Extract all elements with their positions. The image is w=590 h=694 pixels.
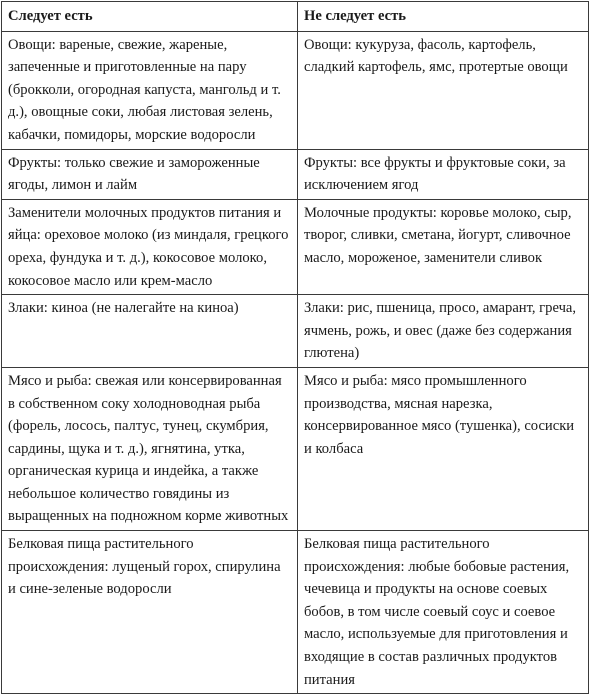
cell-forbidden-fruits: Фрукты: все фрукты и фруктовые соки, за исключением ягод: [298, 149, 589, 199]
cell-forbidden-dairy: Молочные продукты: коровье молоко, сыр, творог, сливки, сметана, йогурт, сливочное масло, мороженое, заменители сливок: [298, 199, 589, 294]
cell-forbidden-grains: Злаки: рис, пшеница, просо, амарант, греча, ячмень, рожь, и овес (даже без содержания глютена): [298, 295, 589, 368]
cell-allowed-dairy-substitutes: Заменители молочных продуктов питания и яйца: ореховое молоко (из миндаля, грецкого ореха, фундука и т. д.), кокосовое молоко, кокосовое масло или крем-масло: [2, 199, 298, 294]
table-row: [2, 531, 589, 694]
cell-allowed-grains: Злаки: киноа (не налегайте на киноа): [2, 295, 298, 368]
cell-forbidden-plant-protein: Белковая пища растительного происхождения: любые бобовые растения, чечевица и продукты на основе соевых бобов, в том числе соевый соус и соевое масло, используемые для приготовления и входящие в состав различных продуктов питания: [298, 531, 589, 694]
table-row: [2, 31, 589, 149]
cell-allowed-fruits: Фрукты: только свежие и замороженные ягоды, лимон и лайм: [2, 149, 298, 199]
table-row: [2, 149, 589, 199]
table-row: [2, 199, 589, 294]
cell-allowed-meat-fish: Мясо и рыба: свежая или консервированная в собственном соку холодноводная рыба (форель, лосось, палтус, тунец, скумбрия, сардины, щука и т. д.), ягнятина, утка, органическая курица и индейка, а также небольшое количество говядины из выращенных на подножном корме животных: [2, 367, 298, 530]
diet-table: [1, 1, 589, 694]
cell-allowed-vegetables: Овощи: вареные, свежие, жареные, запеченные и приготовленные на пару (брокколи, огородная капуста, мангольд и т. д.), овощные соки, любая листовая зелень, кабачки, помидоры, морские водоросли: [2, 31, 298, 149]
table-row: [2, 295, 589, 368]
header-allowed: Следует есть: [2, 2, 298, 32]
table-header-row: [2, 2, 589, 32]
cell-forbidden-vegetables: Овощи: кукуруза, фасоль, картофель, сладкий картофель, ямс, протертые овощи: [298, 31, 589, 149]
table-row: [2, 367, 589, 530]
cell-forbidden-meat-fish: Мясо и рыба: мясо промышленного производства, мясная нарезка, консервированное мясо (тушенка), сосиски и колбаса: [298, 367, 589, 530]
header-forbidden: Не следует есть: [298, 2, 589, 32]
cell-allowed-plant-protein: Белковая пища растительного происхождения: лущеный горох, спирулина и сине-зеленые водоросли: [2, 531, 298, 694]
